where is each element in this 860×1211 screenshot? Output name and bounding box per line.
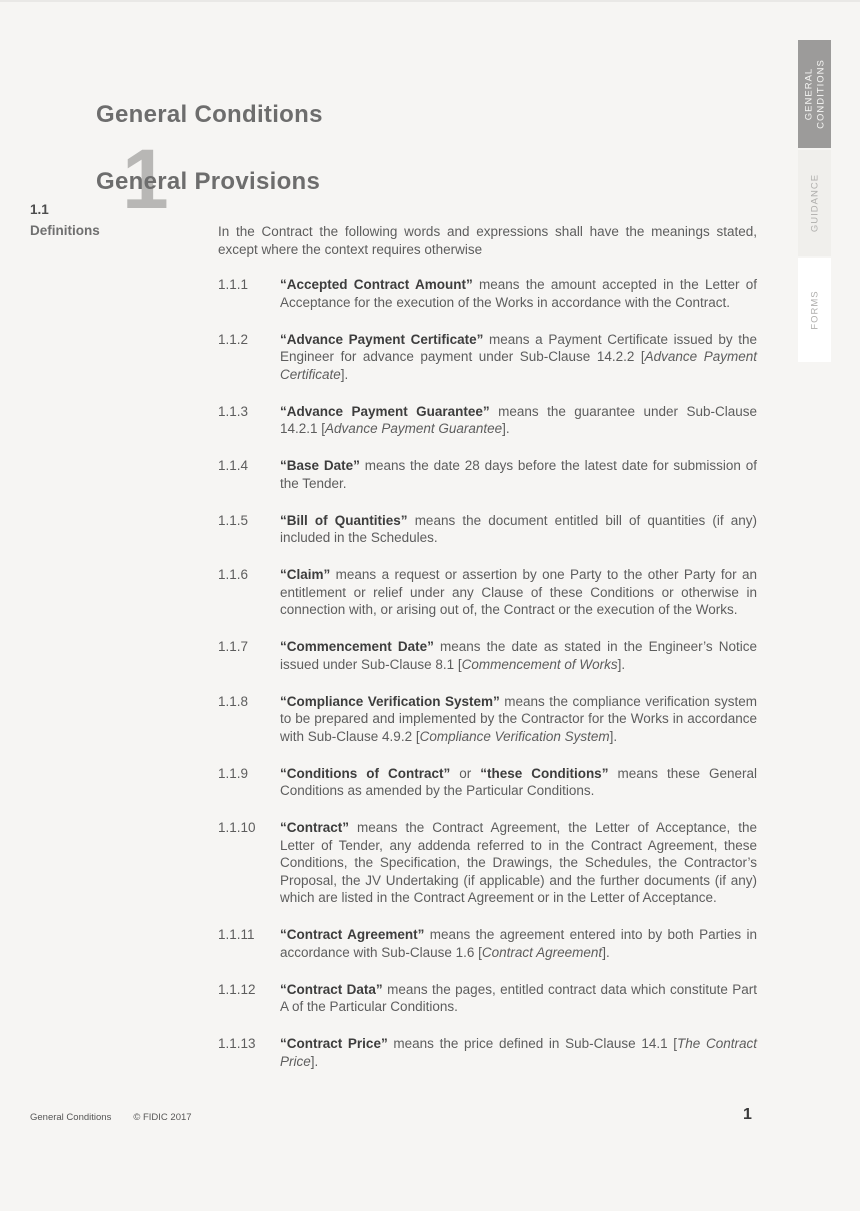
definition-number: 1.1.9 [218, 765, 249, 781]
sub-clause-reference: Advance Payment Guarantee [325, 421, 503, 436]
defined-term: “Advance Payment Guarantee” [280, 403, 490, 419]
defined-term: “Compliance Verification System” [280, 693, 500, 709]
sub-clause-reference: Advance Payment Certificate [280, 349, 757, 382]
sub-clause-reference: Compliance Verification System [419, 728, 610, 744]
definition-text [280, 457, 757, 492]
definition-text [280, 926, 757, 961]
main-text-column [218, 223, 757, 1090]
definition-item [218, 819, 757, 907]
definition-body-text: means the pages, entitled contract data which constitute Part A of the Particular Conditions. [280, 981, 757, 1014]
footer-document-title: General Conditions [30, 1112, 112, 1123]
defined-term: “Base Date” [280, 458, 360, 473]
definition-number: 1.1.12 [218, 981, 256, 997]
definition-body-text: means the Contract Agreement, the Letter of Acceptance, the Letter of Tender, any addenda referred to in the Contract Agreement, these Conditions, the Specification, the Drawings, the Schedules, the Contractor’s Proposal, the JV Undertaking (if applicable) and the further documents (if any) which are listed in the Contract Agreement or in the Letter of Acceptance. [280, 820, 757, 905]
definition-body-text: ]. [609, 728, 618, 744]
definition-item [218, 276, 757, 311]
side-tab-guidance[interactable] [798, 150, 831, 256]
defined-term: “Commencement Date” [280, 639, 434, 654]
side-tab-general-conditions-label [803, 59, 826, 129]
clause-number: 1.1 [30, 202, 49, 217]
definition-body-text: means the price defined in Sub-Clause 14.1 [ [387, 1036, 678, 1051]
definition-body-text: means the compliance verification system to be prepared and implemented by the Contractor for the Works in accordance with Sub-Clause 4.9.2 [ [280, 693, 758, 744]
defined-term: “Contract Price” [280, 1036, 388, 1051]
definition-body-text: means the date 28 days before the latest date for submission of the Tender. [280, 458, 757, 491]
definition-number: 1.1.3 [218, 403, 249, 419]
footer-copyright: © FIDIC 2017 [133, 1112, 192, 1123]
definition-item [218, 693, 757, 746]
defined-term: “Conditions of Contract” [280, 765, 451, 781]
definition-number: 1.1.5 [218, 512, 249, 528]
definition-item [218, 331, 757, 384]
definition-item [218, 512, 757, 547]
definition-text [280, 331, 757, 384]
definition-item [218, 1035, 757, 1070]
defined-term: “Bill of Quantities” [280, 512, 408, 528]
chapter-title: General Provisions [96, 168, 321, 195]
definition-item [218, 566, 757, 619]
definition-text [280, 765, 757, 800]
definition-body-text: means the amount accepted in the Letter of Acceptance for the execution of the Works in accordance with the Contract. [280, 277, 757, 310]
defined-term: “Accepted Contract Amount” [280, 277, 473, 292]
definition-body-text: ]. [617, 656, 626, 672]
page-number: 1 [743, 1106, 752, 1123]
definition-body-text: ]. [602, 944, 610, 960]
definitions-list [218, 276, 757, 1070]
definition-number: 1.1.7 [218, 639, 249, 654]
definition-text [280, 693, 757, 746]
definition-number: 1.1.6 [218, 567, 249, 582]
side-tab-guidance-label: GUIDANCE [808, 173, 820, 233]
definition-item [218, 457, 757, 492]
definition-text [280, 566, 757, 619]
sub-clause-reference: Contract Agreement [481, 944, 603, 960]
definition-body-text: or [450, 765, 481, 781]
definition-item [218, 926, 757, 961]
definition-body-text: means the agreement entered into by both Parties in accordance with Sub-Clause 1.6 [ [280, 927, 757, 960]
definition-text [280, 638, 757, 673]
sub-clause-reference: The Contract Price [280, 1036, 758, 1069]
definition-body-text: means a Payment Certificate issued by the Engineer for advance payment under Sub-Clause 14.2.2 [ [280, 331, 757, 364]
definition-text [280, 819, 757, 907]
footer [30, 1112, 192, 1123]
definition-number: 1.1.1 [218, 277, 249, 292]
definition-body-text: means the document entitled bill of quantities (if any) included in the Schedules. [280, 512, 757, 545]
definition-text [280, 276, 757, 311]
defined-term: “Contract Agreement” [280, 927, 425, 942]
definition-number: 1.1.13 [218, 1036, 256, 1051]
tab-label-line: CONDITIONS [814, 59, 826, 129]
definition-body-text: means a request or assertion by one Party to the other Party for an entitlement or relief under any Clause of these Conditions or otherwise in connection with, or arising out of, the Contract or the execution of the Works. [280, 567, 757, 617]
chapter-number-watermark: 1 [122, 132, 169, 226]
definition-number: 1.1.2 [218, 331, 249, 347]
definition-body-text: ]. [310, 1053, 319, 1069]
definition-body-text: ]. [502, 421, 510, 436]
definition-body-text: ]. [340, 366, 349, 382]
definition-number: 1.1.8 [218, 693, 249, 709]
defined-term: “Advance Payment Certificate” [280, 331, 484, 347]
clause-name: Definitions [30, 223, 100, 238]
definition-item [218, 638, 757, 673]
definition-text [280, 981, 757, 1016]
side-tab-general-conditions[interactable] [798, 40, 831, 148]
definition-number: 1.1.10 [218, 820, 256, 835]
defined-term: “Contract” [280, 820, 350, 835]
defined-term: “these Conditions” [480, 765, 609, 781]
definition-text [280, 403, 757, 438]
document-title: General Conditions [96, 101, 323, 128]
defined-term: “Contract Data” [280, 981, 383, 997]
sub-clause-reference: Commencement of Works [461, 656, 618, 672]
definitions-intro: In the Contract the following words and expressions shall have the meanings stated, except where the context requires otherwise [218, 224, 757, 257]
definition-item [218, 403, 757, 438]
definition-body-text: means these General Conditions as amended by the Particular Conditions. [280, 765, 757, 798]
definition-item [218, 981, 757, 1016]
definition-item [218, 765, 757, 800]
side-tab-forms[interactable] [798, 258, 831, 362]
definition-body-text: means the guarantee under Sub-Clause 14.2.1 [ [280, 403, 757, 436]
defined-term: “Claim” [280, 567, 331, 582]
definition-text [280, 512, 757, 547]
page-top-edge [0, 0, 860, 2]
side-tab-forms-label: FORMS [808, 290, 820, 330]
definition-number: 1.1.4 [218, 458, 249, 473]
definition-number: 1.1.11 [218, 927, 255, 942]
definition-text [280, 1035, 757, 1070]
definition-body-text: means the date as stated in the Engineer’s Notice issued under Sub-Clause 8.1 [ [280, 639, 757, 672]
tab-label-line: GENERAL [803, 67, 814, 121]
